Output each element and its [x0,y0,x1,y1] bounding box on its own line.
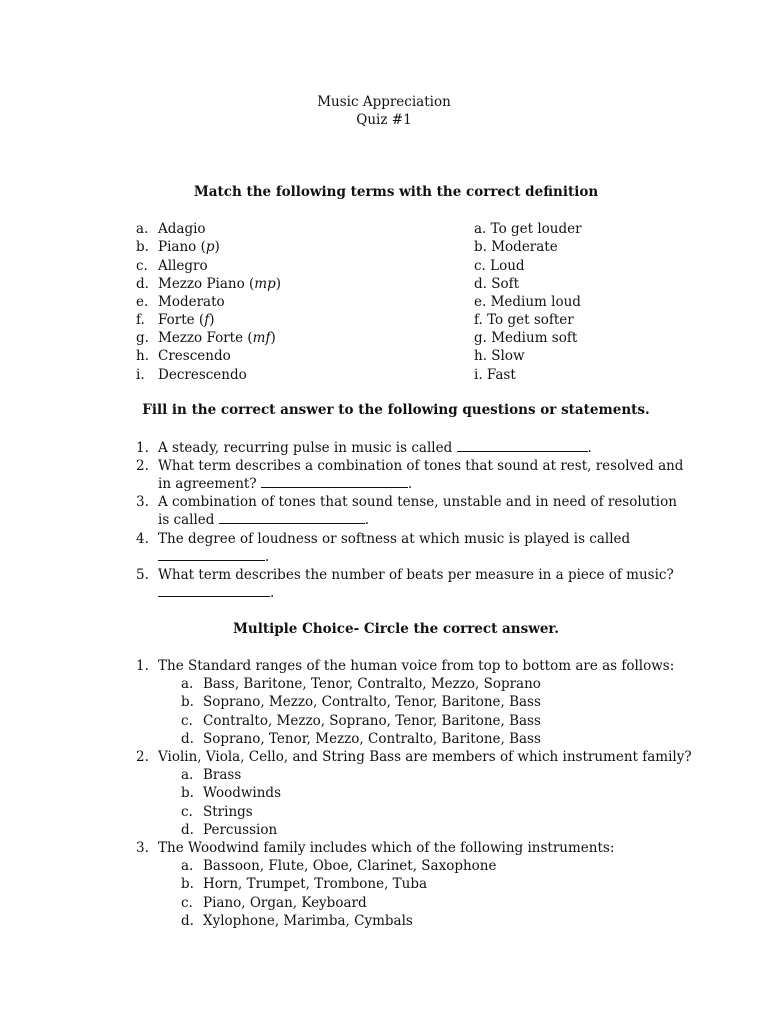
fill-in-heading: Fill in the correct answer to the following questions or statements. [142,402,650,418]
definition-item: i. Fast [474,367,516,383]
matching-heading: Match the following terms with the correct definition [193,184,599,200]
definition-item: d. Soft [474,276,520,292]
definition-item: h. Slow [474,348,525,364]
definition-item: c. Loud [474,258,525,274]
document-title: Music Appreciation [317,94,451,110]
answer-blank[interactable] [457,439,588,452]
definition-item: e. Medium loud [474,294,581,310]
definition-item: b. Moderate [474,239,558,255]
answer-blank[interactable] [158,548,265,561]
quiz-page: Music Appreciation Quiz #1 Match the following terms with the correct definition a. Adagio b. Piano (p) c. Allegro d. Mezzo Piano (mp) e. Moderato f. Forte (f) g. Mezzo Forte (mf) h. Crescendo i. Decrescendo a. To get louder b. Moderate c. Loud d. Soft e. Medium loud f. To get softer g. Medium soft h. Slow i. Fast Fill in the correct answer to the following questions or statements. 1. A steady, recurring pulse in music is called . 2. What term describes a combination of tones that sound at rest, resolved and in agreement? . 3. A combination of tones that sound tense, unstable and in need of resolution is called . 4. The degree of loudness or softness at which music is played is called . 5. What term describes the number of beats per measure in a piece of music? . Multiple Choice- Circle the correct answer. 1. The Standard ranges of the human voice from top to bottom are as follows: a. Bass, Baritone, Tenor, Contralto, Mezzo, Soprano b. Soprano, Mezzo, Contralto, Tenor, Baritone, Bass c. Contralto, Mezzo, Soprano, Tenor, Baritone, Bass d. Soprano, Tenor, Mezzo, Contralto, Baritone, Bass 2. Violin, Viola, Cello, and String Bass are members of which instrument family? a. Brass b. Woodwinds c. Strings d. Percussion 3. The Woodwind family includes which of the following instruments: a. Bassoon, Flute, Oboe, Clarinet, Saxophone b. Horn, Trumpet, Trombone, Tuba c. Piano, Organ, Keyboard d. Xylophone, Marimba, Cymbals [0,0,768,1024]
document-header [0,93,768,129]
document-subtitle: Quiz #1 [356,112,412,128]
definition-item: g. Medium soft [474,330,578,346]
definition-item: f. To get softer [474,312,574,328]
answer-blank[interactable] [261,475,408,488]
definition-item: a. To get louder [474,221,582,237]
multiple-choice-heading: Multiple Choice- Circle the correct answer. [232,621,560,637]
answer-blank[interactable] [219,511,365,524]
answer-blank[interactable] [158,584,270,597]
